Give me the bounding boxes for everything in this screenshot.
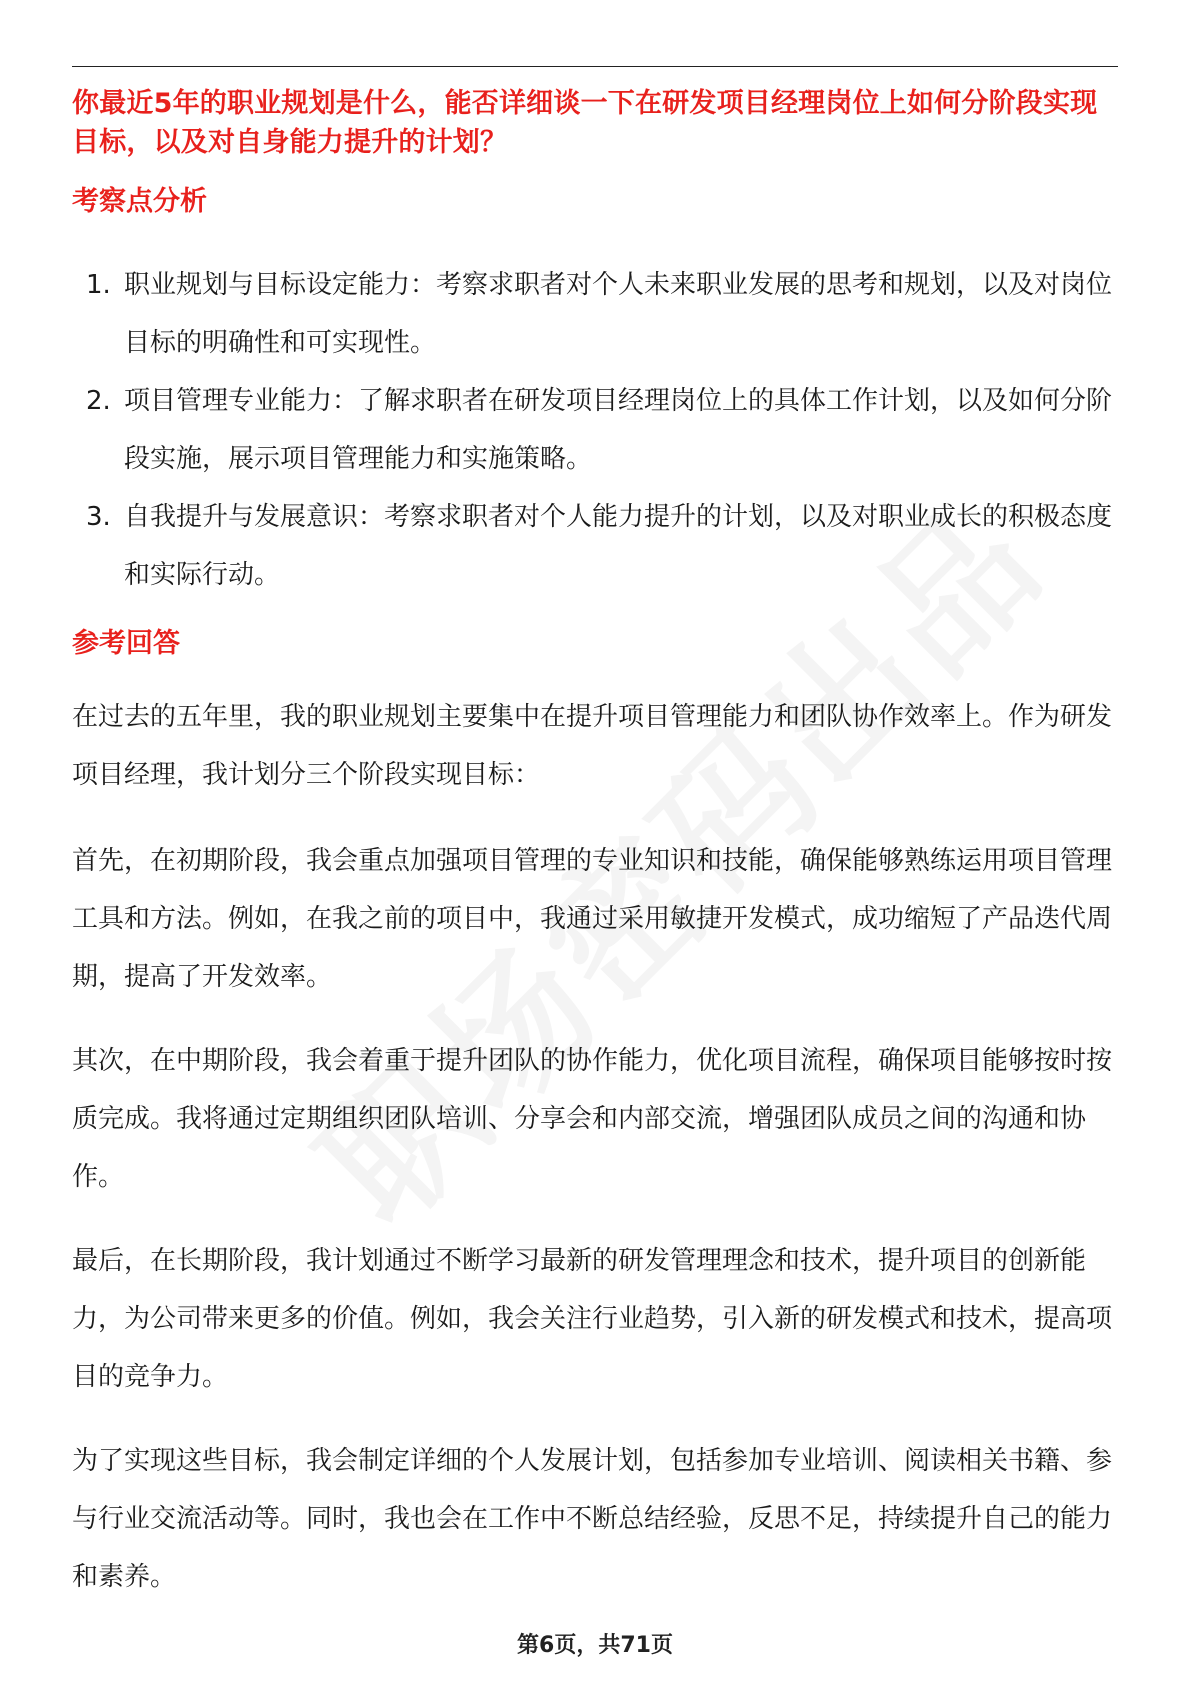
analysis-section-title: 考察点分析 (72, 186, 207, 217)
answer-paragraph: 在过去的五年里，我的职业规划主要集中在提升项目管理能力和团队协作效率上。作为研发项目经理，我计划分三个阶段实现目标： (72, 702, 1113, 790)
question-heading: 你最近5年的职业规划是什么，能否详细谈一下在研发项目经理岗位上如何分阶段实现目标，以及对自身能力提升的计划？ (72, 88, 1098, 158)
analysis-points-list (72, 256, 1122, 604)
page-number-footer: 第6页，共71页 (517, 1633, 673, 1658)
list-item-text: 项目管理专业能力：了解求职者在研发项目经理岗位上的具体工作计划，以及如何分阶段实施，展示项目管理能力和实施策略。 (124, 386, 1113, 474)
list-item-text: 职业规划与目标设定能力：考察求职者对个人未来职业发展的思考和规划，以及对岗位目标的明确性和可实现性。 (124, 270, 1113, 358)
list-item-number: 2. (86, 386, 111, 416)
answer-section-title: 参考回答 (72, 628, 180, 659)
list-item-text: 自我提升与发展意识：考察求职者对个人能力提升的计划，以及对职业成长的积极态度和实际行动。 (124, 502, 1113, 590)
list-item-number: 1. (86, 270, 111, 300)
list-item (72, 372, 1122, 488)
answer-paragraph: 首先，在初期阶段，我会重点加强项目管理的专业知识和技能，确保能够熟练运用项目管理工具和方法。例如，在我之前的项目中，我通过采用敏捷开发模式，成功缩短了产品迭代周期，提高了开发效率。 (72, 846, 1113, 992)
answer-paragraph: 其次，在中期阶段，我会着重于提升团队的协作能力，优化项目流程，确保项目能够按时按质完成。我将通过定期组织团队培训、分享会和内部交流，增强团队成员之间的沟通和协作。 (72, 1046, 1113, 1192)
list-item-number: 3. (86, 502, 111, 532)
list-item (72, 256, 1122, 372)
top-divider (72, 66, 1118, 67)
answer-paragraph: 最后，在长期阶段，我计划通过不断学习最新的研发管理理念和技术，提升项目的创新能力，为公司带来更多的价值。例如，我会关注行业趋势，引入新的研发模式和技术，提高项目的竞争力。 (72, 1246, 1113, 1392)
answer-paragraph: 为了实现这些目标，我会制定详细的个人发展计划，包括参加专业培训、阅读相关书籍、参与行业交流活动等。同时，我也会在工作中不断总结经验，反思不足，持续提升自己的能力和素养。 (72, 1446, 1113, 1592)
list-item (72, 488, 1122, 604)
